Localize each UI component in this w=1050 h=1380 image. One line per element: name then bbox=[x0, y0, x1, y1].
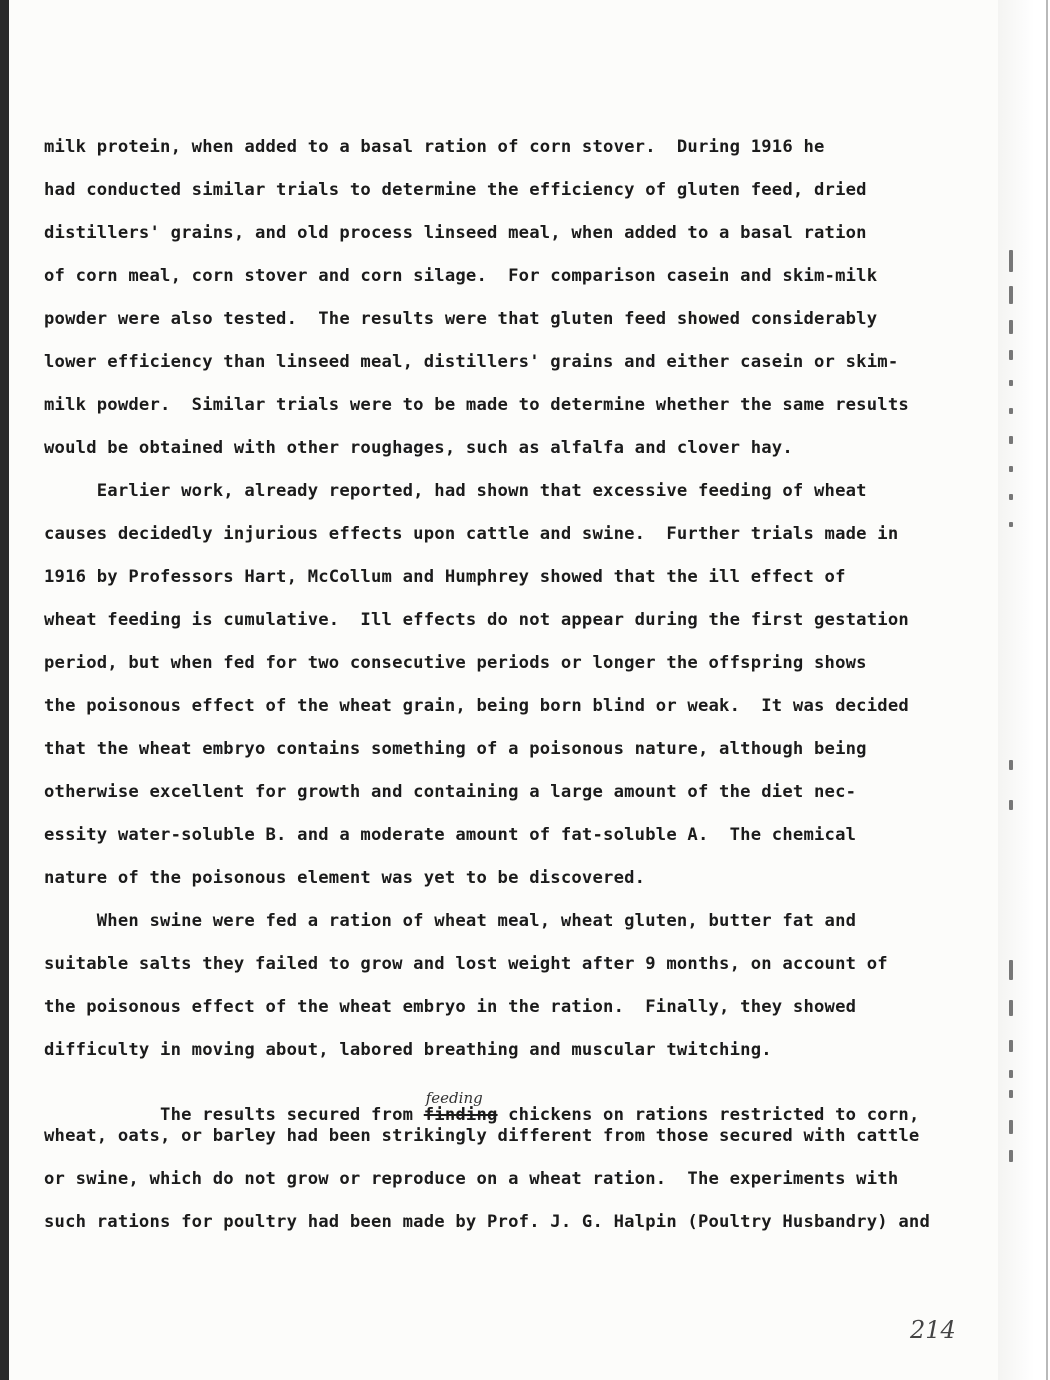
text-line: distillers' grains, and old process linseed meal, when added to a basal ration bbox=[44, 223, 867, 243]
text-line: nature of the poisonous element was yet to be discovered. bbox=[44, 868, 646, 888]
handwritten-page-number: 214 bbox=[910, 1316, 956, 1344]
text-line: period, but when fed for two consecutive periods or longer the offspring shows bbox=[44, 653, 867, 673]
line-segment: chickens on rations restricted to corn, bbox=[497, 1105, 920, 1125]
text-line: suitable salts they failed to grow and lost weight after 9 months, on account of bbox=[44, 954, 888, 974]
text-line: wheat, oats, or barley had been strikingly different from those secured with cattle bbox=[44, 1126, 920, 1146]
text-line: had conducted similar trials to determine the efficiency of gluten feed, dried bbox=[44, 180, 867, 200]
text-line: When swine were fed a ration of wheat meal, wheat gluten, butter fat and bbox=[44, 911, 857, 931]
line-segment: The results secured from bbox=[107, 1105, 424, 1125]
text-line: the poisonous effect of the wheat grain, being born blind or weak. It was decided bbox=[44, 696, 909, 716]
text-line: the poisonous effect of the wheat embryo in the ration. Finally, they showed bbox=[44, 997, 857, 1017]
text-line: powder were also tested. The results were that gluten feed showed considerably bbox=[44, 309, 878, 329]
text-line: essity water-soluble B. and a moderate amount of fat-soluble A. The chemical bbox=[44, 825, 857, 845]
binding-edge bbox=[0, 0, 9, 1380]
page-edge-rule bbox=[1046, 0, 1048, 1380]
text-line: of corn meal, corn stover and corn silage. For comparison casein and skim-milk bbox=[44, 266, 878, 286]
text-line: 1916 by Professors Hart, McCollum and Humphrey showed that the ill effect of bbox=[44, 567, 846, 587]
text-line: milk protein, when added to a basal ration of corn stover. During 1916 he bbox=[44, 137, 825, 157]
handwritten-correction bbox=[423, 1089, 498, 1126]
text-line: such rations for poultry had been made by Prof. J. G. Halpin (Poultry Husbandry) and bbox=[44, 1212, 931, 1232]
text-line: or swine, which do not grow or reproduce on a wheat ration. The experiments with bbox=[44, 1169, 899, 1189]
text-line: Earlier work, already reported, had shown that excessive feeding of wheat bbox=[44, 481, 867, 501]
edge-marks bbox=[1003, 240, 1025, 1200]
struck-word: finding bbox=[423, 1105, 498, 1125]
text-line: otherwise excellent for growth and containing a large amount of the diet nec- bbox=[44, 782, 857, 802]
text-line: milk powder. Similar trials were to be made to determine whether the same results bbox=[44, 395, 909, 415]
text-line: causes decidedly injurious effects upon cattle and swine. Further trials made in bbox=[44, 524, 899, 544]
text-line: would be obtained with other roughages, such as alfalfa and clover hay. bbox=[44, 438, 793, 458]
text-line: lower efficiency than linseed meal, distillers' grains and either casein or skim- bbox=[44, 352, 899, 372]
inserted-word: feeding bbox=[425, 1089, 483, 1107]
text-line: wheat feeding is cumulative. Ill effects do not appear during the first gestation bbox=[44, 610, 909, 630]
text-line: that the wheat embryo contains something of a poisonous nature, although being bbox=[44, 739, 867, 759]
text-line: difficulty in moving about, labored breathing and muscular twitching. bbox=[44, 1040, 772, 1060]
